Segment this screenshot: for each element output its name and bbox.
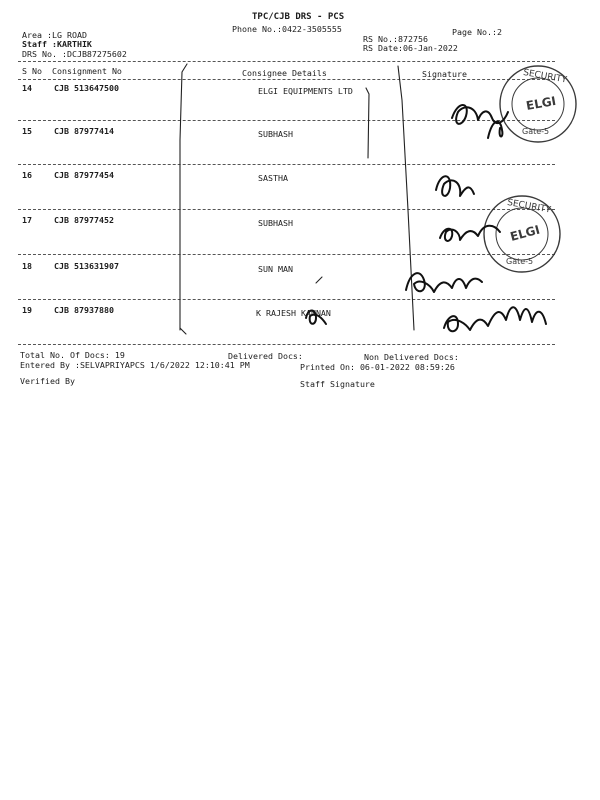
rs-number: RS No.:872756: [363, 34, 428, 44]
col-signature: Signature: [422, 69, 467, 79]
row-19-consignee: K RAJESH KANNAN: [256, 308, 331, 318]
stamp-center-text: ELGI: [524, 93, 558, 113]
non-delivered-docs: Non Delivered Docs:: [364, 352, 459, 362]
total-docs: Total No. Of Docs: 19: [20, 350, 125, 360]
phone-number: Phone No.:0422-3505555: [232, 24, 342, 34]
staff-label: Staff :KARTHIK: [22, 39, 92, 49]
row-15-consignee: SUBHASH: [258, 129, 293, 139]
row-16-consignee: SASTHA: [258, 173, 288, 183]
row-15-sno: 15: [22, 126, 32, 136]
rs-date: RS Date:06-Jan-2022: [363, 43, 458, 53]
tick-mark: [316, 277, 322, 283]
stamp-bottom-text: Gate-5: [506, 257, 534, 266]
right-bracket-line-1: [366, 88, 369, 158]
row-17-sno: 17: [22, 215, 32, 225]
delivered-docs: Delivered Docs:: [228, 351, 303, 361]
left-bracket-line: [180, 64, 187, 330]
row-19-sno: 19: [22, 305, 32, 315]
row-16-consignment: CJB 87977454: [54, 170, 114, 180]
drs-number: DRS No. :DCJB87275602: [22, 49, 127, 59]
stamp-bottom-text: Gate-5: [522, 127, 550, 136]
row-16-sno: 16: [22, 170, 32, 180]
page-number: Page No.:2: [452, 27, 502, 37]
document-title: TPC/CJB DRS - PCS: [252, 12, 345, 22]
security-stamp-1: [500, 66, 576, 142]
stamp-ring-text: SECURITY: [522, 68, 568, 86]
printed-on: Printed On: 06-01-2022 08:59:26: [300, 362, 455, 372]
row-17-consignment: CJB 87977452: [54, 215, 114, 225]
signature-row-17: [440, 226, 500, 241]
signature-row-19-small: [306, 311, 326, 325]
stamp-ring-text: SECURITY: [506, 198, 552, 216]
verified-by: Verified By: [20, 376, 75, 386]
signature-row-19: [444, 307, 546, 331]
area-label: Area :LG ROAD: [22, 30, 87, 40]
signature-row-18: [406, 273, 482, 292]
signature-row-16: [436, 176, 474, 196]
left-bracket-tick: [180, 328, 186, 334]
row-19-consignment: CJB 87937880: [54, 305, 114, 315]
security-stamp-2: [484, 196, 560, 272]
row-14-consignment: CJB 513647500: [54, 83, 119, 93]
col-s-no: S No: [22, 66, 42, 76]
row-17-consignee: SUBHASH: [258, 218, 293, 228]
stamp-center-text: ELGI: [508, 222, 542, 244]
entered-by: Entered By :SELVAPRIYAPCS 1/6/2022 12:10:41 PM: [20, 360, 250, 370]
signature-row-14b: [488, 122, 502, 138]
col-consignment-no: Consignment No: [52, 66, 122, 76]
row-15-consignment: CJB 87977414: [54, 126, 114, 136]
row-14-sno: 14: [22, 83, 32, 93]
staff-signature-label: Staff Signature: [300, 379, 375, 389]
col-consignee-details: Consignee Details: [242, 68, 327, 78]
row-18-sno: 18: [22, 261, 32, 271]
row-14-consignee: ELGI EQUIPMENTS LTD: [258, 86, 353, 96]
row-18-consignment: CJB 513631907: [54, 261, 119, 271]
row-18-consignee: SUN MAN: [258, 264, 293, 274]
